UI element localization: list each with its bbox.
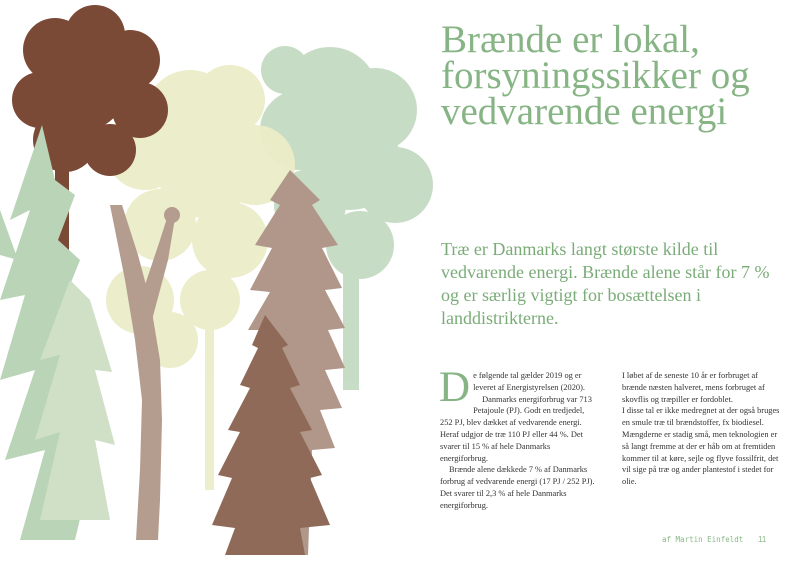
author-credit: af Martin Einfeldt [662, 535, 744, 544]
body-paragraph [439, 364, 598, 411]
body-paragraph: Brænde alene dækkede 7 % af Danmarks forbrug af vedvarende energi (17 PJ / 252 PJ). Det svarer til 2,3 % af hele Danmarks energiforbrug. [440, 465, 595, 510]
body-paragraph: Danmarks energiforbrug var 713 Petajoule (PJ). Godt en tredjedel, 252 PJ, blev dækket af vedvarende energi. Heraf udgjor de træ 110 PJ eller 44 %. Det svarer til 15 % af hele Danmarks energiforbrug. [440, 394, 592, 463]
drop-cap: D [439, 364, 471, 411]
body-paragraph: I løbet af de seneste 10 år er forbruget af brænde næsten halveret, mens forbruget af skovflis og træpiller er fordoblet. [622, 371, 765, 404]
body-paragraph: I disse tal er ikke medregnet at der også bruges en smule træ til brændstoffer, fx biodiesel. Mængderne er stadig små, men teknologien er så langt fremme at der er håb om at fremtiden kommer til at køre, sejle og flyve fossilfrit, det vil sige på træ og ander plantestof i stedet for olie. [622, 406, 780, 487]
body-column-1 [439, 364, 598, 512]
lead-paragraph: Træ er Danmarks langt største kilde til vedvarende energi. Brænde alene står for 7 % og er særlig vigtigt for bosættelsen i landdistrikterne. [441, 239, 770, 328]
headline: Brænde er lokal, forsyningssikker og vedvarende energi [441, 18, 750, 133]
body-column-2 [622, 370, 780, 488]
body-text: e følgende tal gælder 2019 og er leveret af Energistyrelsen (2020). [473, 371, 585, 392]
page-number: 11 [758, 535, 767, 544]
